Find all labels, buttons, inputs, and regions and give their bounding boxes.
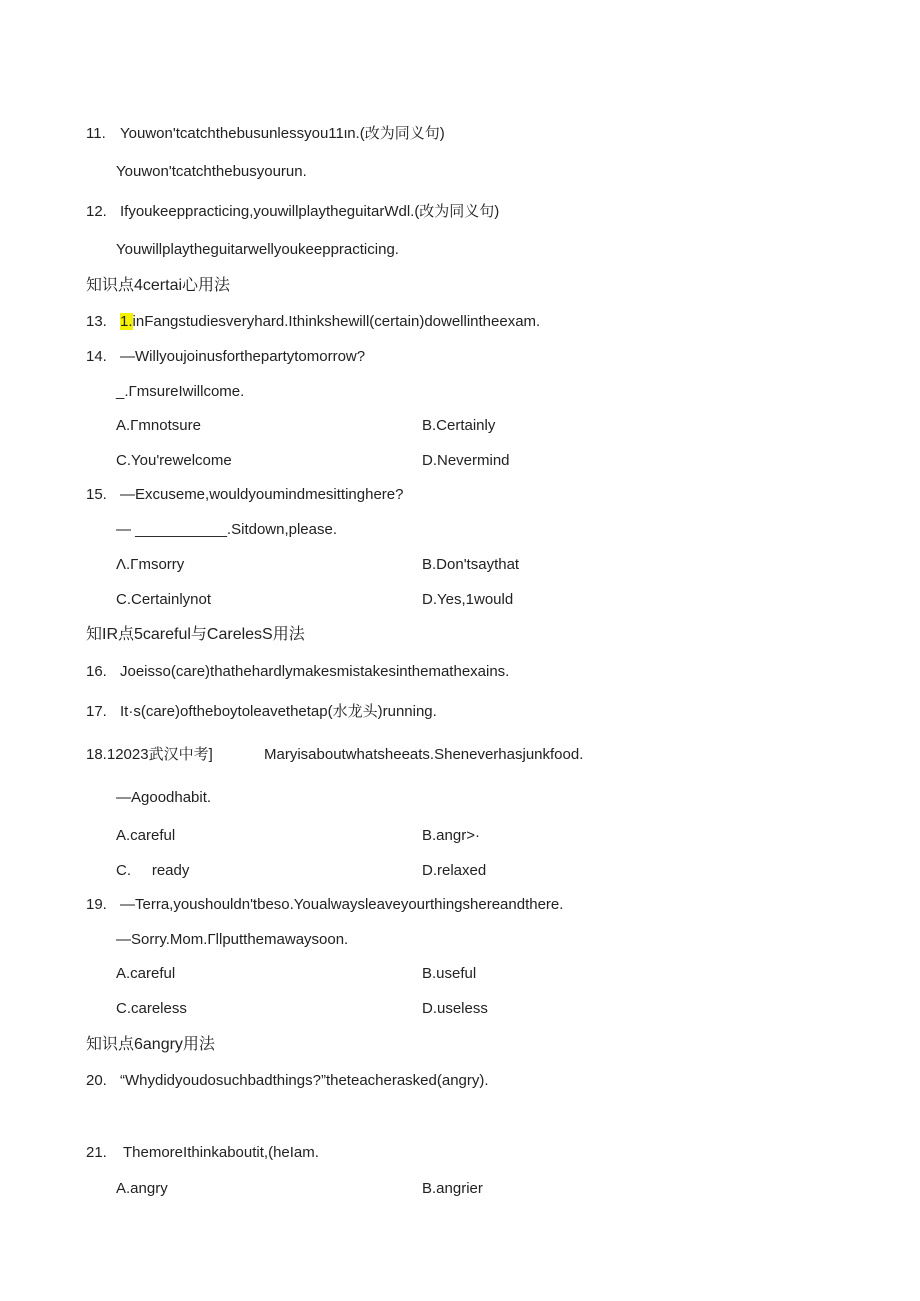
question-text: —Terra,youshouldn'tbeso.Youalwaysleaveyourthingshereandthere. bbox=[120, 896, 564, 913]
question-18 bbox=[86, 745, 584, 765]
dialogue-line: —Agoodhabit. bbox=[116, 789, 212, 806]
option-b: B.Don'tsaythat bbox=[422, 556, 520, 573]
dialogue-line: _.ΓmsureIwillcome. bbox=[116, 383, 245, 400]
option-c: C. ready bbox=[116, 862, 190, 879]
question-16 bbox=[86, 662, 510, 682]
question-15 bbox=[86, 485, 404, 505]
question-number: 19. bbox=[86, 896, 107, 913]
question-11 bbox=[86, 124, 445, 144]
question-number: 17. bbox=[86, 703, 107, 720]
question-text: —Willyoujoinusforthepartytomorrow? bbox=[120, 348, 366, 365]
question-14 bbox=[86, 347, 366, 367]
question-text: Joeisso(care)thathehardlymakesmistakesinthemathexains. bbox=[120, 663, 510, 680]
option-c: C.careless bbox=[116, 1000, 187, 1017]
question-text: 1.inFangstudiesveryhard.Ithinkshewill(certain)dowellintheexam. bbox=[120, 313, 541, 330]
question-number: 20. bbox=[86, 1072, 107, 1089]
option-d: D.relaxed bbox=[422, 862, 487, 879]
dialogue-line: — ___________.Sitdown,please. bbox=[116, 521, 338, 538]
question-text: It·s(care)oftheboytoleavethetap(水龙头)running. bbox=[120, 703, 437, 720]
option-d: D.Yes,1would bbox=[422, 591, 514, 608]
question-number: 21. bbox=[86, 1144, 107, 1161]
option-a: A.careful bbox=[116, 827, 176, 844]
section-heading-5: 知IR点5careful与CarelesS用法 bbox=[86, 626, 305, 643]
answer-line: Youwillplaytheguitarwellyoukeeppracticing. bbox=[116, 241, 399, 258]
question-number: 16. bbox=[86, 663, 107, 680]
question-number: 18.12023武汉中考] bbox=[86, 746, 213, 763]
answer-line: Youwon'tcatchthebusyourun. bbox=[116, 163, 307, 180]
option-d: D.useless bbox=[422, 1000, 488, 1017]
question-text: Youwon'tcatchthebusunlessyou11ιn.(改为同义句) bbox=[120, 125, 445, 142]
dialogue-line: —Sorry.Mom.Γllputthemawaysoon. bbox=[116, 931, 349, 948]
question-13 bbox=[86, 312, 541, 332]
question-number: 15. bbox=[86, 486, 107, 503]
question-number: 14. bbox=[86, 348, 107, 365]
option-b: B.angr>· bbox=[422, 827, 480, 844]
question-text: —Excuseme,wouldyoumindmesittinghere? bbox=[120, 486, 404, 503]
option-c: C.You'rewelcome bbox=[116, 452, 232, 469]
option-d: D.Nevermind bbox=[422, 452, 510, 469]
question-number: 13. bbox=[86, 313, 107, 330]
question-20 bbox=[86, 1071, 489, 1091]
option-b: B.angrier bbox=[422, 1180, 483, 1197]
question-text: ThemoreIthinkaboutit,(heIam. bbox=[123, 1144, 319, 1161]
question-17 bbox=[86, 702, 437, 722]
question-text: Maryisaboutwhatsheeats.Sheneverhasjunkfood. bbox=[264, 746, 584, 763]
option-b: B.useful bbox=[422, 965, 477, 982]
option-a: A.careful bbox=[116, 965, 176, 982]
question-number: 11. bbox=[86, 125, 106, 142]
option-a: Λ.Γmsorry bbox=[116, 556, 185, 573]
question-12 bbox=[86, 202, 500, 222]
highlight-mark: 1. bbox=[120, 313, 133, 330]
question-text: “Whydidyoudosuchbadthings?”theteacherasked(angry). bbox=[120, 1072, 489, 1089]
option-b: B.Certainly bbox=[422, 417, 496, 434]
section-heading-6: 知识点6angry用法 bbox=[86, 1036, 215, 1053]
section-heading-4: 知识点4certai心用法 bbox=[86, 277, 231, 294]
option-a: A.Γmnotsure bbox=[116, 417, 201, 434]
option-c: C.Certainlynot bbox=[116, 591, 212, 608]
question-19 bbox=[86, 895, 564, 915]
question-number: 12. bbox=[86, 203, 107, 220]
question-21 bbox=[86, 1143, 319, 1163]
option-a: A.angry bbox=[116, 1180, 168, 1197]
question-text: Ifyoukeeppracticing,youwillplaytheguitarWdl.(改为同义句) bbox=[120, 203, 500, 220]
